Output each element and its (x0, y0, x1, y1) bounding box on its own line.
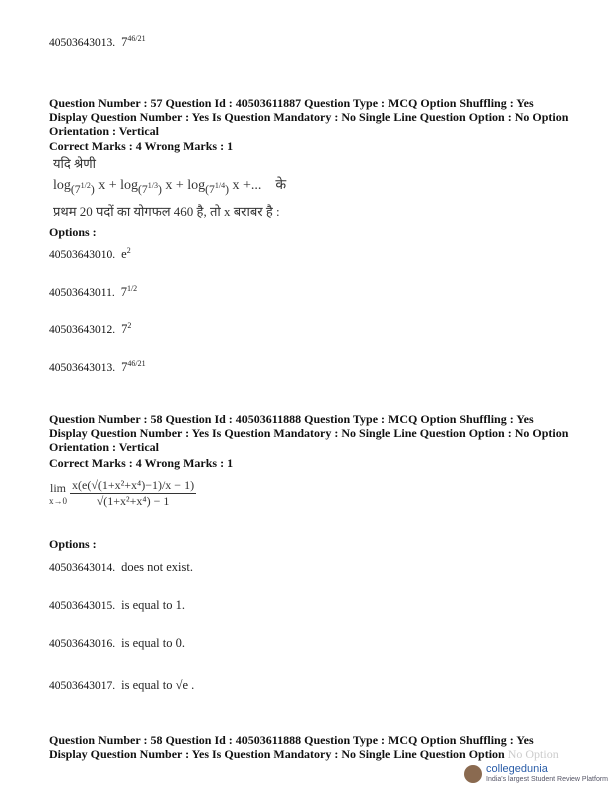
q58-header: Question Number : 58 Question Id : 40503611888 Question Type : MCQ Option Shuffling : Yes Display Question Number : Yes Is Question Mandatory : No Single Line Question Option : No Option Orientation : Vertical (49, 412, 569, 454)
q57-text: प्रथम 20 पदों का योगफल 460 है, तो x बराबर है : (53, 204, 280, 219)
collegedunia-watermark (464, 763, 608, 784)
q57-series: $\log_{(7^{1/2})} x + \log_{(7^{1/3})} x + \log_{(7^{1/4})} x$ +... के (53, 178, 287, 196)
q58-marks: Correct Marks : 4 Wrong Marks : 1 (49, 456, 234, 470)
options-label: Options : (49, 537, 97, 551)
option-row: 40503643011. $7^{1/2}$ (49, 283, 138, 299)
option-row: 40503643014. does not exist. (49, 560, 193, 574)
option-row: 40503643017. is equal to √e . (49, 678, 195, 692)
option-row: 40503643015. is equal to 1. (49, 598, 186, 612)
q57-text: यदि श्रेणी (53, 156, 97, 171)
q58-formula: lim x→0 $\frac{\text{x(e(√(1+x²+x⁴)−1)/x − 1)}}{\text{√(1+x²+x⁴) − 1}}$ (49, 478, 195, 508)
q58b-header: Question Number : 58 Question Id : 40503611888 Question Type : MCQ Option Shuffling : Yes Display Question Number : Yes Is Question Mandatory : No Single Line Question Option No Option (49, 733, 559, 761)
option-row: 40503643016. is equal to 0. (49, 636, 186, 650)
q57-header: Question Number : 57 Question Id : 40503611887 Question Type : MCQ Option Shuffling : Yes Display Question Number : Yes Is Question Mandatory : No Single Line Question Option : No Option Orientation : Vertical (49, 96, 569, 138)
brand-name: collegedunia (486, 763, 548, 775)
option-row: 40503643010. $e^2$ (49, 245, 131, 261)
q57-marks: Correct Marks : 4 Wrong Marks : 1 (49, 139, 234, 153)
option-row: 40503643012. $7^2$ (49, 320, 132, 336)
option-row: 40503643013. $7^{46/21}$ (49, 358, 146, 374)
option-row: 40503643013. $7^{46/21}$ (49, 33, 146, 49)
brand-tagline: India's largest Student Review Platform (486, 776, 608, 783)
options-label: Options : (49, 225, 97, 239)
mascot-icon (464, 765, 482, 783)
